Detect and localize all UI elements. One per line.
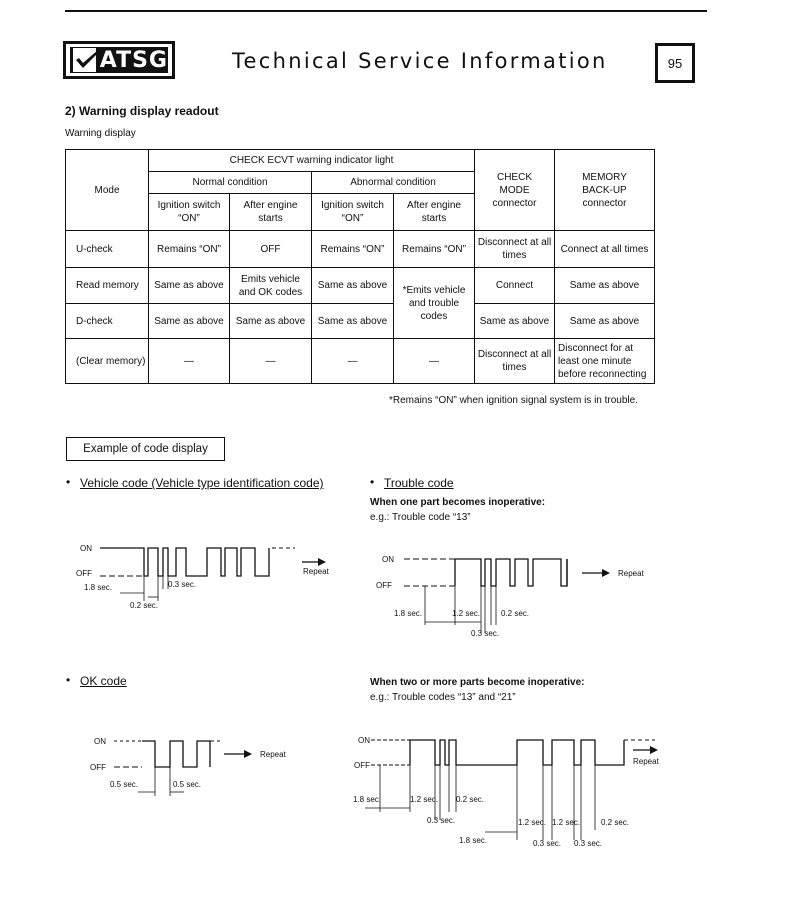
table-cell: Disconnect at all times — [475, 231, 555, 268]
bullet: • — [66, 673, 71, 687]
sub-header: After engine starts — [230, 194, 312, 231]
row-mode: U-check — [66, 231, 149, 268]
indicator-group-header: CHECK ECVT warning indicator light — [149, 150, 475, 172]
memory-backup-header: MEMORY BACK-UP connector — [555, 150, 655, 231]
repeat-label: Repeat — [633, 757, 659, 766]
time-label: 1.2 sec. — [518, 818, 547, 827]
table-footnote: *Remains “ON” when ignition signal system is in trouble. — [389, 395, 638, 406]
checkmark-icon — [73, 48, 96, 72]
time-label: 0.3 sec. — [471, 629, 500, 638]
abnormal-condition-header: Abnormal condition — [312, 172, 475, 194]
trouble-code-title: Trouble code — [384, 476, 454, 490]
sub-header: Ignition switch “ON” — [149, 194, 230, 231]
repeat-label: Repeat — [260, 750, 286, 759]
trouble-multi-description: When two or more parts become inoperative: e.g.: Trouble codes “13” and “21” — [370, 677, 585, 703]
time-label: 0.2 sec. — [130, 601, 159, 610]
vehicle-code-title: Vehicle code (Vehicle type identification code) — [80, 476, 324, 490]
time-label: 1.2 sec. — [552, 818, 581, 827]
warning-display-table — [65, 149, 655, 384]
table-row — [66, 268, 655, 304]
vehicle-code-waveform — [60, 535, 360, 615]
time-label: 1.2 sec. — [410, 795, 439, 804]
normal-condition-header: Normal condition — [149, 172, 312, 194]
table-cell: Remains “ON” — [149, 231, 230, 268]
table-cell: Remains “ON” — [394, 231, 475, 268]
time-label: 0.2 sec. — [501, 609, 530, 618]
table-row — [66, 304, 655, 339]
atsg-logo — [63, 41, 175, 79]
off-label: OFF — [76, 569, 92, 578]
table-cell: Connect — [475, 268, 555, 304]
time-label: 0.2 sec. — [601, 818, 630, 827]
page-number: 95 — [655, 43, 695, 83]
table-cell: Same as above — [475, 304, 555, 339]
ok-code-title: OK code — [80, 674, 127, 688]
time-label: 1.2 sec. — [452, 609, 481, 618]
time-label: 1.8 sec. — [459, 836, 488, 845]
repeat-label: Repeat — [303, 567, 329, 576]
table-row — [66, 339, 655, 384]
time-label: 1.8 sec. — [394, 609, 423, 618]
row-mode: (Clear memory) — [66, 339, 149, 384]
time-label: 1.8 sec. — [353, 795, 382, 804]
time-label: 0.3 sec. — [574, 839, 603, 848]
table-cell: Emits vehicle and OK codes — [230, 268, 312, 304]
table-cell: Same as above — [555, 268, 655, 304]
table-cell: — — [230, 339, 312, 384]
table-cell: OFF — [230, 231, 312, 268]
logo-text: ATSG — [99, 47, 168, 73]
table-cell: — — [312, 339, 394, 384]
bullet: • — [370, 475, 375, 489]
sub-header: Ignition switch “ON” — [312, 194, 394, 231]
time-label: 0.3 sec. — [168, 580, 197, 589]
ok-code-waveform — [80, 730, 320, 800]
time-label: 0.2 sec. — [456, 795, 485, 804]
table-cell: Same as above — [230, 304, 312, 339]
row-mode: D-check — [66, 304, 149, 339]
example-box: Example of code display — [66, 437, 225, 461]
on-label: ON — [80, 544, 92, 553]
time-label: 0.3 sec. — [533, 839, 562, 848]
row-mode: Read memory — [66, 268, 149, 304]
time-label: 0.5 sec. — [110, 780, 139, 789]
off-label: OFF — [90, 763, 106, 772]
time-label: 0.5 sec. — [173, 780, 202, 789]
table-row — [66, 231, 655, 268]
on-label: ON — [94, 737, 106, 746]
table-cell: — — [149, 339, 230, 384]
time-label: 0.3 sec. — [427, 816, 456, 825]
time-label: 1.8 sec. — [84, 583, 113, 592]
table-cell: — — [394, 339, 475, 384]
table-cell: Same as above — [149, 304, 230, 339]
mode-header: Mode — [66, 150, 149, 231]
repeat-label: Repeat — [618, 569, 644, 578]
bullet: • — [66, 475, 71, 489]
table-cell: Disconnect for at least one minute before reconnecting — [555, 339, 655, 384]
trouble-one-description: When one part becomes inoperative: e.g.: Trouble code “13” — [370, 497, 546, 523]
table-cell: Same as above — [312, 304, 394, 339]
section-subheading: Warning display — [65, 128, 136, 139]
table-cell: Remains “ON” — [312, 231, 394, 268]
table-cell: Disconnect at all times — [475, 339, 555, 384]
table-cell: *Emits vehicle and trouble codes — [394, 268, 475, 339]
table-cell: Same as above — [149, 268, 230, 304]
off-label: OFF — [376, 581, 392, 590]
page-title: Technical Service Information — [232, 49, 608, 73]
check-mode-header: CHECK MODE connector — [475, 150, 555, 231]
table-cell: Connect at all times — [555, 231, 655, 268]
on-label: ON — [358, 736, 370, 745]
table-cell: Same as above — [555, 304, 655, 339]
sub-header: After engine starts — [394, 194, 475, 231]
top-rule — [65, 10, 707, 12]
table-cell: Same as above — [312, 268, 394, 304]
off-label: OFF — [354, 761, 370, 770]
trouble-codes-13-21-waveform — [345, 730, 675, 855]
section-heading: 2) Warning display readout — [65, 104, 219, 118]
on-label: ON — [382, 555, 394, 564]
trouble-code-13-waveform — [370, 545, 660, 645]
